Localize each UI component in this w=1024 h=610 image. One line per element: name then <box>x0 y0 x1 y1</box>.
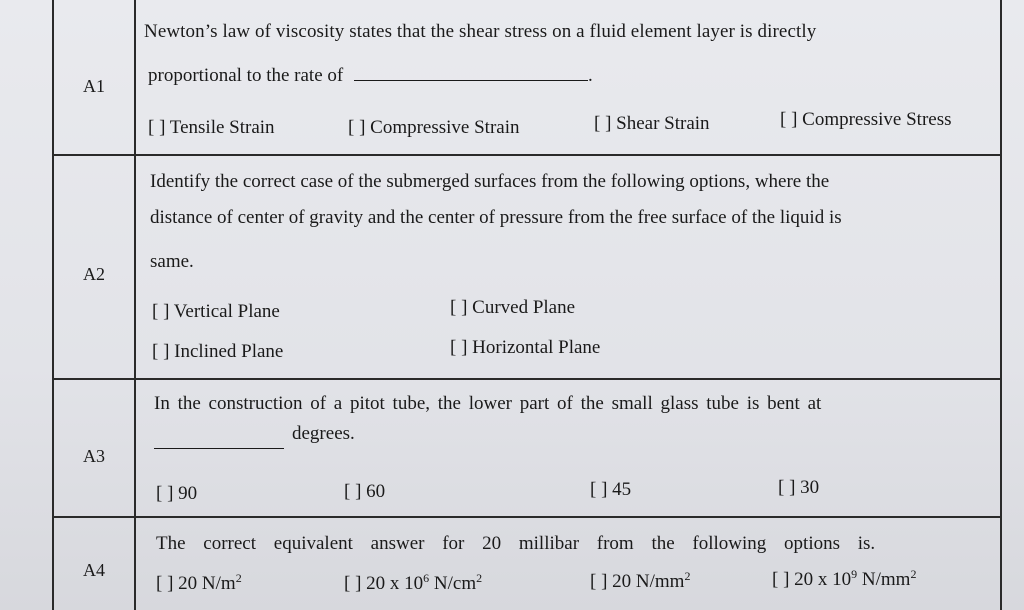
answer-blank[interactable] <box>354 80 588 81</box>
question-text-line <box>154 423 355 453</box>
option-30[interactable]: [ ] 30 <box>778 477 820 498</box>
option-text: [ ] 20 N/mm <box>590 571 685 592</box>
question-label-cell <box>54 380 136 516</box>
question-text-line: distance of center of gravity and the center of pressure from the free surface of the liquid is <box>150 207 842 228</box>
question-text-line: The correct equivalent answer for 20 millibar from the following options is. <box>156 533 876 554</box>
option-inclined-plane[interactable]: [ ] Inclined Plane <box>152 341 284 362</box>
option-20e6-n-per-cm2[interactable] <box>344 571 483 594</box>
question-content <box>138 0 1000 154</box>
question-text: proportional to the rate of <box>148 65 344 86</box>
question-end-punctuation: . <box>587 65 593 86</box>
question-label: A3 <box>83 446 105 466</box>
option-exponent: 2 <box>476 571 483 585</box>
question-text-line: Identify the correct case of the submerged surfaces from the following options, where the <box>150 171 830 192</box>
option-compressive-stress[interactable]: [ ] Compressive Stress <box>780 109 952 130</box>
option-20e9-n-per-mm2[interactable] <box>772 567 917 590</box>
option-text: [ ] 20 x 10 <box>344 573 424 594</box>
option-60[interactable]: [ ] 60 <box>344 481 386 502</box>
option-curved-plane[interactable]: [ ] Curved Plane <box>450 297 576 318</box>
option-text: [ ] 20 x 10 <box>772 569 852 590</box>
question-text: degrees. <box>292 423 355 444</box>
option-horizontal-plane[interactable]: [ ] Horizontal Plane <box>450 337 601 358</box>
question-content <box>138 518 1000 610</box>
question-table <box>52 0 1002 610</box>
answer-blank[interactable] <box>154 448 284 449</box>
option-exponent: 6 <box>423 571 430 585</box>
option-tensile-strain[interactable]: [ ] Tensile Strain <box>148 117 275 138</box>
question-row-a4 <box>54 518 1000 610</box>
option-exponent: 2 <box>235 571 242 585</box>
question-content <box>138 380 1000 516</box>
option-20-n-per-m2[interactable] <box>156 571 242 594</box>
option-exponent: 2 <box>684 569 691 583</box>
option-exponent: 9 <box>851 567 858 581</box>
question-row-a3 <box>54 380 1000 518</box>
option-45[interactable]: [ ] 45 <box>590 479 632 500</box>
option-text: [ ] 20 N/m <box>156 573 236 594</box>
option-vertical-plane[interactable]: [ ] Vertical Plane <box>152 301 280 322</box>
question-text-line: same. <box>150 251 194 272</box>
question-text-line: In the construction of a pitot tube, the lower part of the small glass tube is bent at <box>154 393 822 414</box>
question-label: A1 <box>83 76 105 96</box>
question-label-cell <box>54 0 136 154</box>
option-text: N/cm <box>429 573 477 594</box>
option-20-n-per-mm2[interactable] <box>590 569 691 592</box>
question-label: A4 <box>83 560 105 580</box>
question-label: A2 <box>83 264 105 284</box>
question-label-cell <box>54 518 136 610</box>
question-content <box>138 156 1000 378</box>
option-exponent: 2 <box>910 567 917 581</box>
option-text: N/mm <box>857 569 911 590</box>
option-shear-strain[interactable]: [ ] Shear Strain <box>594 113 710 134</box>
question-text-line: Newton’s law of viscosity states that the shear stress on a fluid element layer is directly <box>144 21 817 42</box>
question-label-cell <box>54 156 136 378</box>
question-row-a1 <box>54 0 1000 156</box>
question-row-a2 <box>54 156 1000 380</box>
option-90[interactable]: [ ] 90 <box>156 483 198 504</box>
question-text-line <box>148 66 593 85</box>
option-compressive-strain[interactable]: [ ] Compressive Strain <box>348 117 520 138</box>
